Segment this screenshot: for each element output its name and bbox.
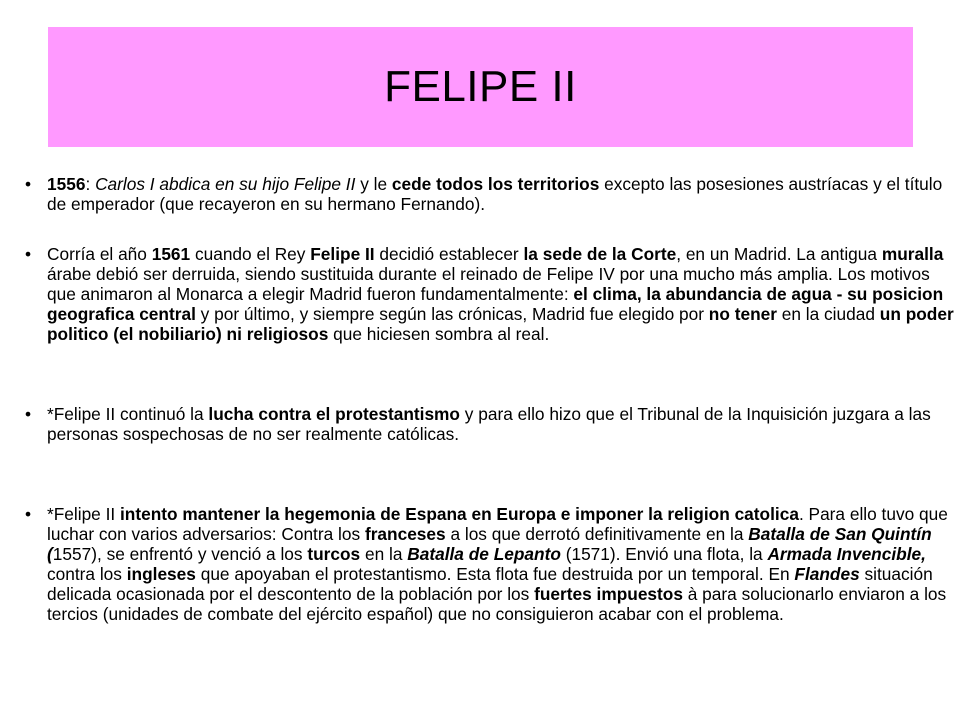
text-span: situación delicada ocasionada por el descontento de la población por los [47,564,933,604]
text-span: y por último, y siempre según las crónicas, Madrid fue elegido por [195,304,709,324]
year-1556: 1556 [47,174,86,194]
bullet-dot-icon: • [25,404,32,424]
text-span: (1571). Envió una flota, la [560,544,768,564]
text-span: y para ello hizo que el Tribunal de la Inquisición juzgara a las personas sospechosas de no ser realmente católicas. [47,404,931,444]
bullet-item-1556 [25,174,955,214]
year-1561: 1561 [151,244,191,264]
text-span: que hiciesen sombra al real. [328,324,550,344]
batalla-lepanto: Batalla de Lepanto [407,544,561,564]
cede-territorios-phrase: cede todos los territorios [391,174,600,194]
turcos-word: turcos [307,544,361,564]
felipe-ii-name: Felipe II [310,244,375,264]
bullet-dot-icon: • [25,504,32,524]
muralla-word: muralla [881,244,944,264]
no-tener-phrase: no tener [708,304,777,324]
title-banner [48,27,913,147]
text-span: : [85,174,96,194]
bullet-list [25,174,955,624]
text-span: à para solucionarlo enviaron a los tercios (unidades de combate del ejército español) que no consiguieron acabar con el problema. [47,584,947,624]
text-span: cuando el Rey [190,244,311,264]
bullet-item-hegemonia [25,504,955,624]
text-span: , en un Madrid. La antigua [676,244,882,264]
carlos-abdica-phrase: Carlos I abdica en su hijo Felipe II [95,174,356,194]
fuertes-impuestos-phrase: fuertes impuestos [534,584,683,604]
armada-invencible: Armada Invencible, [767,544,926,564]
batalla-san-quintin: Batalla de San Quintín ( [47,524,932,564]
text-span: árabe debió ser derruida, siendo sustituida durante el reinado de Felipe IV por una mucho más amplia. Los motivos que animaron al Monarca a elegir Madrid fueron fundamentalmente: [47,264,930,304]
text-span: . Para ello tuvo que luchar con varios adversarios: Contra los [47,504,948,544]
bullet-dot-icon: • [25,244,32,264]
text-span: contra los [47,564,127,584]
text-span: decidió establecer [374,244,524,264]
text-span: *Felipe II continuó la [47,404,209,424]
text-span: excepto las posesiones austríacas y el título de emperador (que recayeron en su hermano Fernando). [47,174,943,214]
poder-politico-phrase: un poder politico (el nobiliario) ni religiosos [47,304,954,344]
lucha-protestantismo-phrase: lucha contra el protestantismo [208,404,460,424]
text-span: *Felipe II [47,504,120,524]
text-span: a los que derrotó definitivamente en la [445,524,749,544]
ingleses-word: ingleses [126,564,196,584]
franceses-word: franceses [364,524,446,544]
text-span: 1557), se enfrentó y venció a los [52,544,308,564]
text-span: en la ciudad [776,304,880,324]
bullet-dot-icon: • [25,174,32,194]
slide-title: FELIPE II [384,62,577,111]
flandes-word: Flandes [794,564,860,584]
bullet-item-protestantismo [25,404,955,444]
bullet-item-corte [25,244,955,344]
text-span: Corría el año [47,244,152,264]
hegemonia-phrase: intento mantener la hegemonia de Espana en Europa e imponer la religion catolica [120,504,799,524]
motivos-phrase: el clima, la abundancia de agua - su posicion geografica central [47,284,944,324]
sede-corte-phrase: la sede de la Corte [523,244,677,264]
text-span: y le [355,174,392,194]
text-span: que apoyaban el protestantismo. Esta flota fue destruida por un temporal. En [195,564,795,584]
text-span: en la [360,544,408,564]
